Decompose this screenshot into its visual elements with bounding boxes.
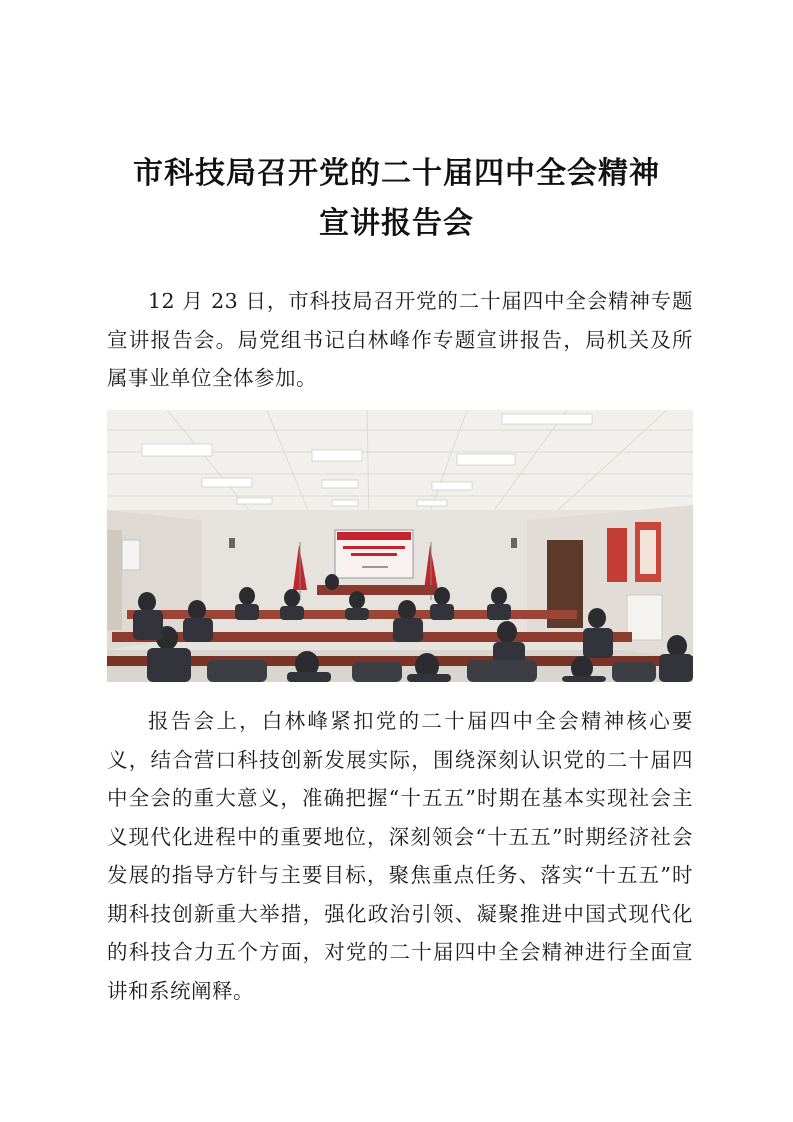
- page-title-line-2: 宣讲报告会: [319, 206, 474, 241]
- meeting-photo: [107, 410, 693, 682]
- paragraph-intro: 12 月 23 日，市科技局召开党的二十届四中全会精神专题宣讲报告会。局党组书记白林峰作专题宣讲报告，局机关及所属事业单位全体参加。: [107, 289, 693, 390]
- meeting-photo-illustration: [107, 410, 693, 682]
- paragraph-report: 报告会上，白林峰紧扣党的二十届四中全会精神核心要义，结合营口科技创新发展实际，围绕深刻认识党的二十届四中全会的重大意义，准确把握“十五五”时期在基本实现社会主义现代化进程中的重要地位，深刻领会“十五五”时期经济社会发展的指导方针与主要目标，聚焦重点任务、落实“十五五”时期科技创新重大举措，强化政治引领、凝聚推进中国式现代化的科技合力五个方面，对党的二十届四中全会精神进行全面宣讲和系统阐释。: [107, 709, 693, 1003]
- page-title-line-1: 市科技局召开党的二十届四中全会精神: [133, 156, 660, 191]
